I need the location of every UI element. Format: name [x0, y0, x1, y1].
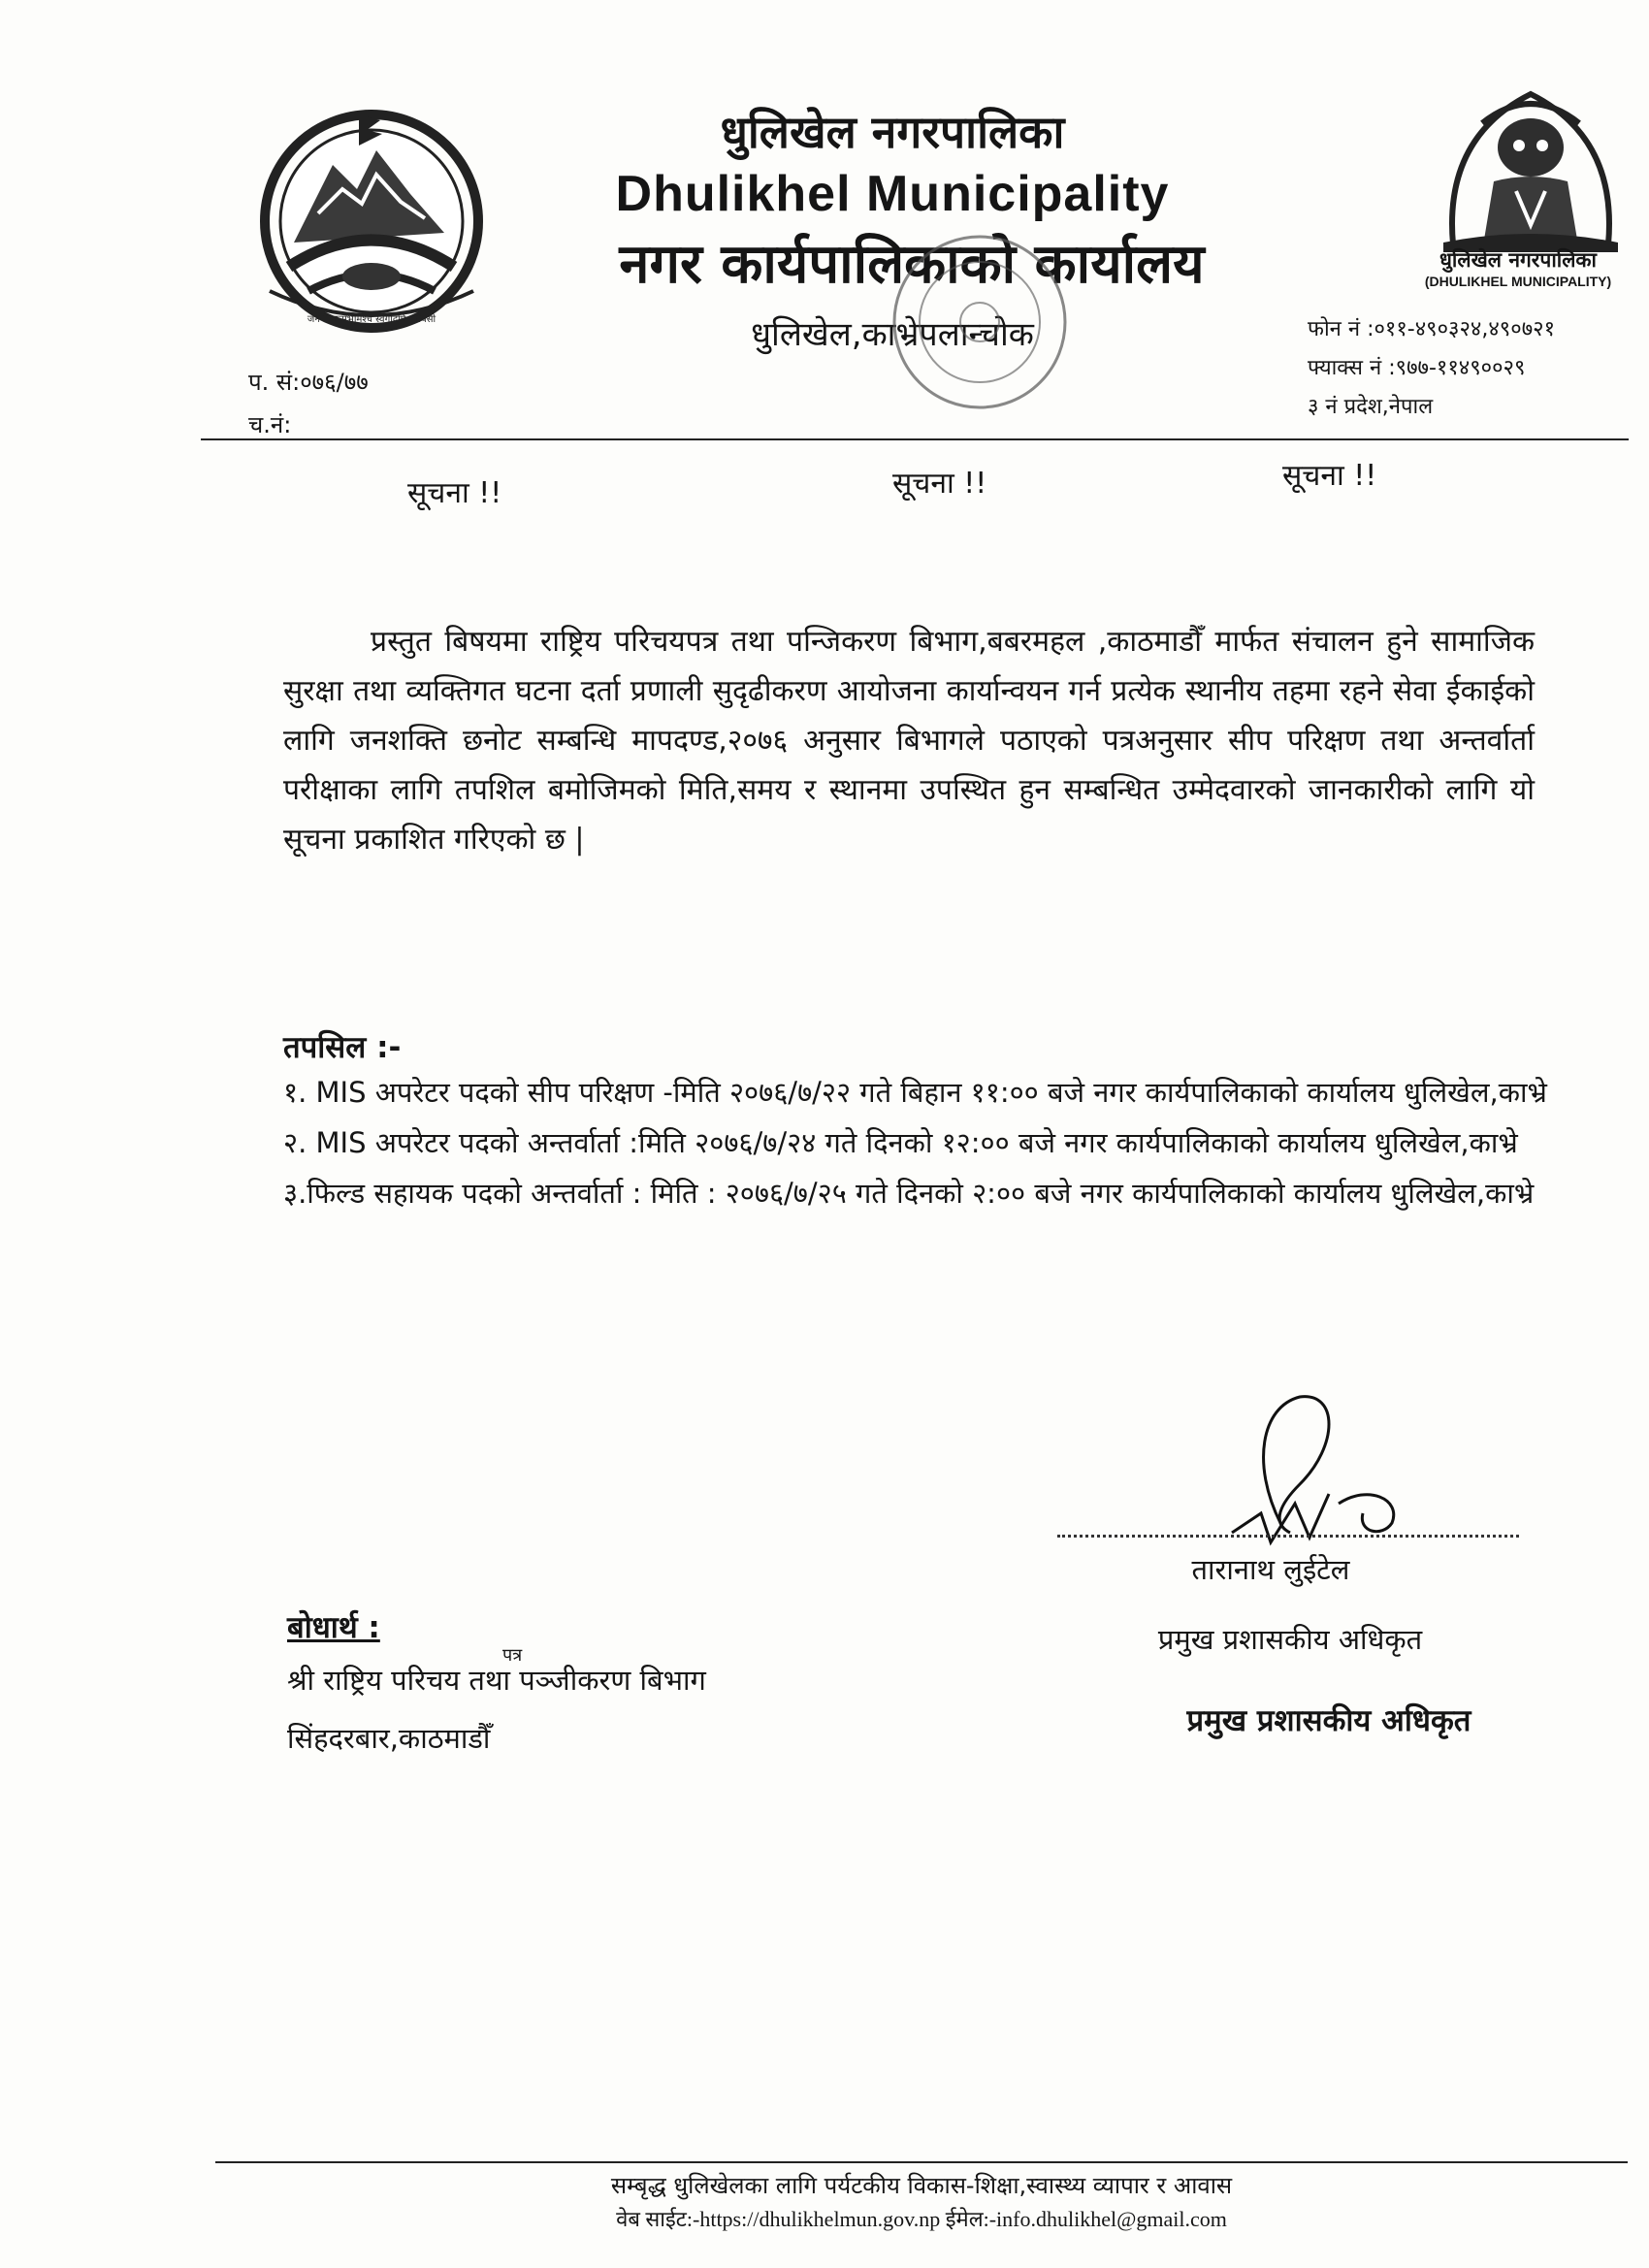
- notice-body-text: प्रस्तुत बिषयमा राष्ट्रिय परिचयपत्र तथा पन्जिकरण बिभाग,बबरमहल ,काठमाडौँ मार्फत संचालन हुने सामाजिक सुरक्षा तथा व्यक्तिगत घटना दर्ता प्रणाली सुदृढीकरण आयोजना कार्यान्वयन गर्न प्रत्येक स्थानीय तहमा रहने सेवा ईकाईको लागि जनशक्ति छनोट सम्बन्धि मापदण्ड,२०७६ अनुसार बिभागले पठाएको पत्रअनुसार सीप परिक्षण तथा अन्तर्वार्ता परीक्षाका लागि तपशिल बमोजिमको मिति,समय र स्थानमा उपस्थित हुन सम्बन्धित उम्मेदवारको जानकारीको लागि यो सूचना प्रकाशित गरिएको छ |: [283, 625, 1535, 857]
- signatory-title: प्रमुख प्रशासकीय अधिकृत: [1157, 1623, 1423, 1656]
- schedule-heading: तपसिल :-: [283, 1030, 402, 1065]
- copy-to-insertion: पत्र: [502, 1645, 523, 1666]
- notice-heading-2: सूचना !!: [892, 467, 987, 501]
- notice-body: [283, 617, 1535, 864]
- office-address: धुलिखेल,काभ्रेपलान्चोक: [751, 315, 1034, 354]
- copy-to-recipient: श्री राष्ट्रिय परिचय तथा पञ्जीकरण बिभाग: [287, 1664, 706, 1697]
- header-divider: [201, 438, 1629, 440]
- signatory-title-stamp: प्रमुख प्रशासकीय अधिकृत: [1186, 1703, 1471, 1738]
- schedule-item-2: २. MIS अपरेटर पदको अन्तर्वार्ता :मिति २०७६/७/२४ गते दिनको १२:०० बजे नगर कार्यपालिकाको कार्यालय धुलिखेल,काभ्रे: [283, 1126, 1518, 1159]
- copy-to-heading: बोधार्थ :: [287, 1610, 380, 1645]
- emblem-motto: जननी जन्मभूमिश्च स्वर्गादपि गरीयसी: [307, 314, 436, 325]
- phone-number: फोन नं :०११-४९०३२४,४९०७२१: [1308, 317, 1556, 341]
- contact-block: [1308, 310, 1555, 427]
- schedule-list: [283, 1067, 1564, 1218]
- notice-heading-1: सूचना !!: [407, 476, 502, 510]
- reference-block: [248, 361, 369, 446]
- letter-number: प. सं:०७६/७७: [248, 369, 369, 396]
- copy-to-location: सिंहदरबार,काठमाडौँ: [287, 1722, 491, 1755]
- municipality-name-english: Dhulikhel Municipality: [615, 166, 1170, 222]
- footer-divider: [215, 2161, 1628, 2163]
- schedule-item-3: ३.फिल्ड सहायक पदको अन्तर्वार्ता : मिति : २०७६/७/२५ गते दिनको २:०० बजे नगर कार्यपालिकाको कार्यालय धुलिखेल,काभ्रे: [283, 1177, 1535, 1210]
- fax-number: फ्याक्स नं :९७७-११४९००२९: [1308, 356, 1526, 380]
- dispatch-number: च.नं:: [248, 411, 292, 438]
- logo-caption-nepali: धुलिखेल नगरपालिका: [1439, 248, 1597, 272]
- municipality-name-nepali: धुलिखेल नगरपालिका: [720, 106, 1065, 158]
- office-title: नगर कार्यपालिकाको कार्यालय: [619, 233, 1205, 296]
- notice-heading-3: सूचना !!: [1282, 459, 1377, 493]
- province-label: ३ नं प्रदेश,नेपाल: [1308, 395, 1434, 419]
- signature-line: [1057, 1535, 1519, 1538]
- nepal-emblem-logo: [250, 97, 493, 335]
- signatory-name: तारानाथ लुईटेल: [1191, 1553, 1350, 1586]
- footer-tagline: सम्बृद्ध धुलिखेलका लागि पर्यटकीय विकास-शिक्षा,स्वास्थ्य व्यापार र आवास: [610, 2172, 1233, 2199]
- office-seal-stamp: [878, 225, 1082, 419]
- schedule-item-1: १. MIS अपरेटर पदको सीप परिक्षण -मिति २०७६/७/२२ गते बिहान ११:०० बजे नगर कार्यपालिकाको कार्यालय धुलिखेल,काभ्रे: [283, 1076, 1547, 1109]
- footer-contact: वेब साईट:-https://dhulikhelmun.gov.np ईमेल:-info.dhulikhel@gmail.com: [616, 2207, 1227, 2231]
- logo-caption-english: (DHULIKHEL MUNICIPALITY): [1424, 274, 1612, 289]
